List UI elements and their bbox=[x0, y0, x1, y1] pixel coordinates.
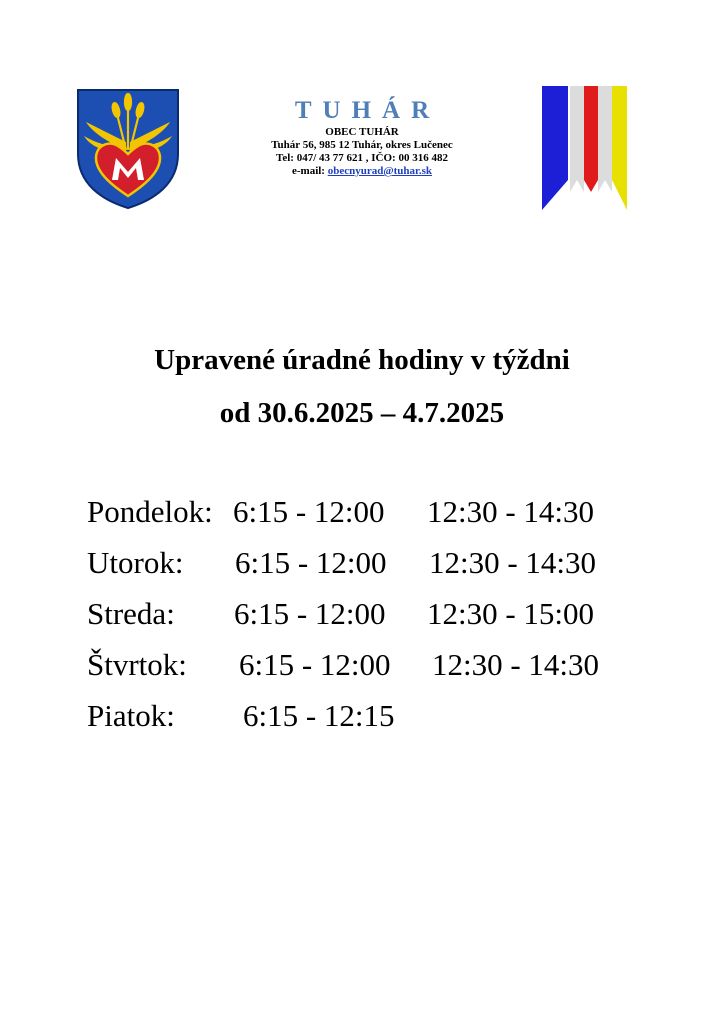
day-label: Streda: bbox=[87, 596, 175, 631]
email-label: e-mail: bbox=[291, 165, 328, 177]
afternoon-hours: 12:30 - 14:30 bbox=[427, 494, 595, 529]
letterhead bbox=[230, 96, 494, 178]
morning-hours: 6:15 - 12:00 bbox=[234, 596, 386, 631]
day-label: Piatok: bbox=[87, 698, 175, 733]
email-line bbox=[230, 165, 494, 178]
afternoon-hours: 12:30 - 14:30 bbox=[429, 545, 597, 580]
notice-heading-line2: od 30.6.2025 – 4.7.2025 bbox=[219, 397, 505, 429]
coat-of-arms-emblem bbox=[76, 88, 180, 210]
day-label: Pondelok: bbox=[87, 494, 213, 529]
email-link[interactable]: obecnyurad@tuhar.sk bbox=[327, 165, 432, 177]
afternoon-hours: 12:30 - 15:00 bbox=[427, 596, 595, 631]
phone-ico-line: Tel: 047/ 43 77 621 , IČO: 00 316 482 bbox=[276, 152, 448, 164]
address-line: Tuhár 56, 985 12 Tuhár, okres Lučenec bbox=[271, 139, 453, 151]
day-label: Utorok: bbox=[87, 545, 184, 580]
day-label: Štvrtok: bbox=[87, 647, 187, 682]
municipality-subtitle: OBEC TUHÁR bbox=[325, 126, 399, 138]
morning-hours: 6:15 - 12:00 bbox=[239, 647, 391, 682]
afternoon-hours: 12:30 - 14:30 bbox=[432, 647, 600, 682]
morning-hours: 6:15 - 12:00 bbox=[233, 494, 385, 529]
morning-hours: 6:15 - 12:15 bbox=[243, 698, 395, 733]
municipal-flag-emblem bbox=[540, 84, 630, 212]
morning-hours: 6:15 - 12:00 bbox=[235, 545, 387, 580]
municipality-title: TUHÁR bbox=[294, 97, 441, 124]
notice-heading-line1: Upravené úradné hodiny v týždni bbox=[154, 344, 570, 376]
